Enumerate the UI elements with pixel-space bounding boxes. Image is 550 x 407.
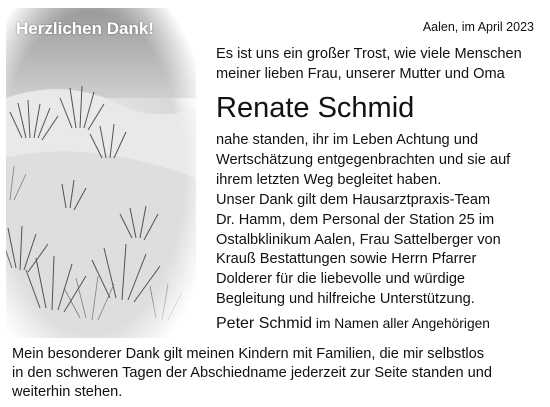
middle-text: nahe standen, ihr im Leben Achtung und Wertschätzung entgegenbrachten und sie auf ihrem letzten Weg begleitet haben. <box>216 132 511 188</box>
intro-text: Es ist uns ein großer Trost, wie viele Menschen meiner lieben Frau, unserer Mutter und Oma <box>216 46 522 82</box>
footer-text: Mein besonderer Dank gilt meinen Kindern mit Familien, die mir selbstlos in den schweren Tagen der Abschiedname jederzeit zur Seite standen und weiterhin stehen. <box>12 346 493 400</box>
dateline: Aalen, im April 2023 <box>422 20 534 34</box>
photo-title: Herzlichen Dank! <box>16 19 154 38</box>
thanks-text: Unser Dank gilt dem Hausarztpraxis-Team Dr. Hamm, dem Personal der Station 25 im Ostalbklinikum Aalen, Frau Sattelberger von Krauß Bestattungen sowie Herrn Pfarrer Dolderer für die liebevolle und würdige Begleitung und hilfreiche Unterstützung. <box>216 192 501 307</box>
signature <box>216 315 490 333</box>
dune-grass-image <box>6 8 196 338</box>
dune-grass-photo <box>6 8 196 338</box>
signature-name: Peter Schmid <box>216 315 313 332</box>
signature-rest: im Namen aller Angehörigen <box>312 316 490 331</box>
deceased-name: Renate Schmid <box>216 92 415 124</box>
